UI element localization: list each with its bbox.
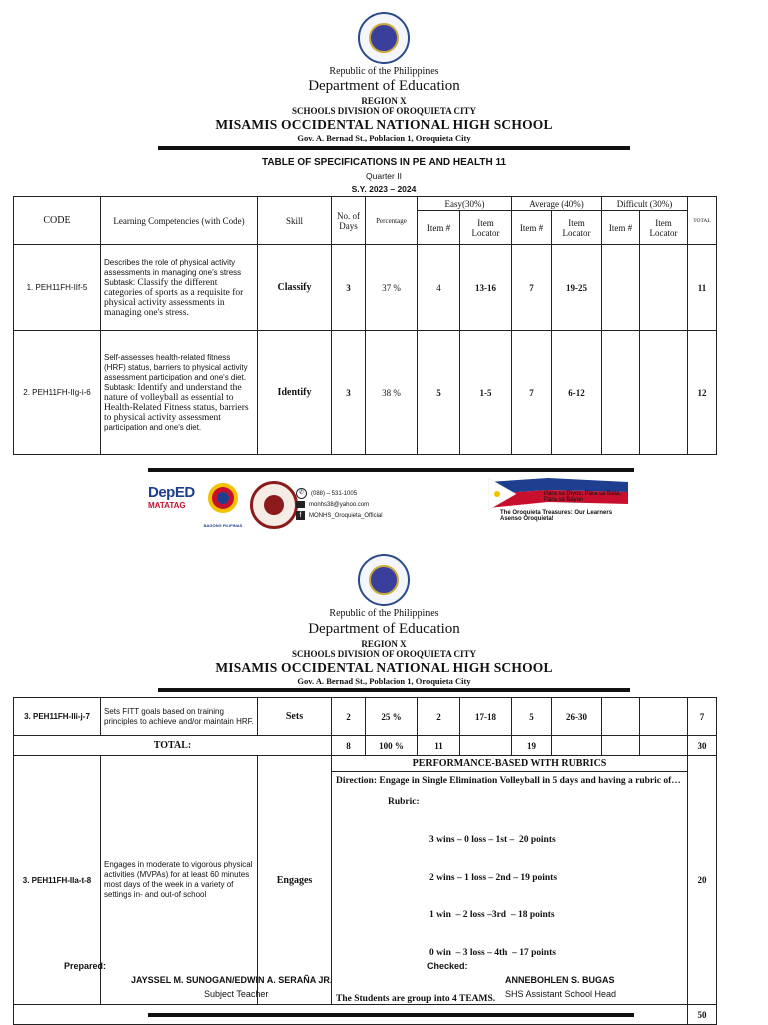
row-skill: Sets bbox=[258, 698, 332, 736]
col-skill: Skill bbox=[258, 197, 332, 245]
perf-total: 20 bbox=[688, 756, 717, 1005]
division-line: SCHOOLS DIVISION OF OROQUIETA CITY bbox=[291, 649, 477, 659]
col-code: CODE bbox=[14, 197, 101, 245]
region-line: REGION X bbox=[361, 639, 407, 649]
table-row bbox=[14, 331, 717, 455]
phone-icon: ✆ bbox=[296, 488, 307, 499]
row-percentage: 37 % bbox=[366, 245, 418, 331]
rubric-line: 3 wins – 0 loss – 1st – 20 points bbox=[429, 835, 556, 845]
col-days: No. of Days bbox=[332, 197, 366, 245]
school-name: MISAMIS OCCIDENTAL NATIONAL HIGH SCHOOL bbox=[215, 117, 553, 132]
row-avg-loc: 19-25 bbox=[552, 245, 602, 331]
row-easy-loc: 17-18 bbox=[460, 698, 512, 736]
rubric-line: 1 win – 2 loss –3rd – 18 points bbox=[429, 910, 555, 920]
rubric-list bbox=[332, 807, 687, 984]
perf-code: 3. PEH11FH-IIa-t-8 bbox=[14, 756, 101, 1005]
slogan-block bbox=[544, 491, 634, 503]
deped-wordmark: DepED bbox=[148, 484, 195, 501]
competency-main: Self-assesses health-related fitness (HRF) status, barriers to physical activity assessment participation and one's diet. bbox=[104, 352, 248, 382]
republic-line: Republic of the Philippines bbox=[329, 608, 439, 619]
subtask-label: Subtask: bbox=[104, 382, 136, 392]
contact-block bbox=[296, 488, 383, 521]
row-total: 11 bbox=[688, 245, 717, 331]
slogan-line-1: Para sa Diyos, Para sa Bata, bbox=[544, 491, 622, 497]
specs-table-1 bbox=[13, 196, 717, 455]
total-avg: 19 bbox=[512, 736, 552, 756]
row-total: 12 bbox=[688, 331, 717, 455]
row-diff-item bbox=[602, 245, 640, 331]
school-seal-logo bbox=[250, 481, 298, 529]
row-easy-item: 4 bbox=[418, 245, 460, 331]
col-total: TOTAL bbox=[688, 197, 717, 245]
header-rule bbox=[158, 688, 630, 692]
avg-item-no: Item # bbox=[512, 211, 552, 245]
bagong-pilipinas-logo bbox=[203, 482, 243, 526]
row-code: 2. PEH11FH-IIg-i-6 bbox=[14, 331, 101, 455]
perf-note: The Students are group into 4 TEAMS. bbox=[336, 994, 496, 1004]
perf-direction: Direction: Engage in Single Elimination Volleyball in 5 days and having a rubric of… bbox=[336, 776, 681, 786]
table-row bbox=[14, 698, 717, 736]
tagline-line-2: Asenso Oroquieta! bbox=[500, 516, 554, 522]
row-days: 2 bbox=[332, 698, 366, 736]
region-line: REGION X bbox=[361, 96, 407, 106]
prepared-label: Prepared: bbox=[64, 961, 107, 971]
row-easy-loc: 13-16 bbox=[460, 245, 512, 331]
col-competencies: Learning Competencies (with Code) bbox=[101, 197, 258, 245]
row-diff-loc bbox=[640, 698, 688, 736]
row-easy-item: 5 bbox=[418, 331, 460, 455]
school-year-line: S.Y. 2023 – 2024 bbox=[351, 184, 417, 194]
rubric-line: 0 win – 3 loss – 4th – 17 points bbox=[429, 947, 556, 958]
grand-total: 50 bbox=[688, 1005, 717, 1025]
easy-item-locator: Item Locator bbox=[460, 211, 512, 245]
school-address: Gov. A. Bernad St., Poblacion 1, Oroquieta City bbox=[297, 133, 471, 143]
deped-seal bbox=[358, 554, 410, 606]
total-label: TOTAL: bbox=[14, 736, 332, 756]
prepared-name: JAYSSEL M. SUNOGAN/EDWIN A. SERAÑA JR. bbox=[131, 975, 333, 985]
col-percentage: Percentage bbox=[366, 197, 418, 245]
row-avg-loc: 26-30 bbox=[552, 698, 602, 736]
subtask-text: Identify and understand the nature of volleyball as essential to Health-Related Fitness status, barriers to physical activity assessment bbox=[104, 382, 249, 423]
email-row bbox=[296, 499, 383, 510]
row-diff-loc bbox=[640, 331, 688, 455]
slogan-line-2: Para sa Bayan bbox=[544, 497, 584, 503]
bottom-rule bbox=[148, 1013, 634, 1017]
bagong-pilipinas-text: BAGONG PILIPINAS bbox=[203, 523, 243, 528]
checked-role: SHS Assistant School Head bbox=[505, 989, 617, 999]
total-row bbox=[14, 736, 717, 756]
row-code: 1. PEH11FH-IIf-5 bbox=[14, 245, 101, 331]
department-line: Department of Education bbox=[308, 78, 460, 94]
deped-matatag-logo bbox=[148, 484, 196, 526]
total-easy: 11 bbox=[418, 736, 460, 756]
email-text: monhs38@yahoo.com bbox=[309, 501, 370, 508]
row-competency: Sets FITT goals based on training principles to achieve and/or maintain HRF. bbox=[101, 698, 258, 736]
quarter-line: Quarter II bbox=[366, 171, 402, 181]
facebook-row bbox=[296, 510, 383, 521]
row-competency bbox=[101, 331, 258, 455]
row-percentage: 25 % bbox=[366, 698, 418, 736]
checked-label: Checked: bbox=[427, 961, 468, 971]
phone-row bbox=[296, 488, 383, 499]
competency-tail: participation and one's diet. bbox=[104, 422, 202, 432]
col-difficult: Difficult (30%) bbox=[602, 197, 688, 211]
prepared-role: Subject Teacher bbox=[204, 989, 269, 999]
row-avg-item: 7 bbox=[512, 331, 552, 455]
row-easy-item: 2 bbox=[418, 698, 460, 736]
document-title: TABLE OF SPECIFICATIONS IN PE AND HEALTH 11 bbox=[261, 157, 507, 168]
division-line: SCHOOLS DIVISION OF OROQUIETA CITY bbox=[291, 106, 477, 116]
school-address: Gov. A. Bernad St., Poblacion 1, Oroquieta City bbox=[297, 676, 471, 686]
footer-rule bbox=[148, 468, 634, 472]
row-diff-item bbox=[602, 331, 640, 455]
department-line: Department of Education bbox=[308, 621, 460, 637]
checked-name: ANNEBOHLEN S. BUGAS bbox=[505, 975, 615, 985]
row-diff-loc bbox=[640, 245, 688, 331]
facebook-text: MONHS_Oroquieta_Official bbox=[309, 512, 383, 519]
row-avg-loc: 6-12 bbox=[552, 331, 602, 455]
row-code: 3. PEH11FH-IIi-j-7 bbox=[14, 698, 101, 736]
total-days: 8 bbox=[332, 736, 366, 756]
header-rule bbox=[158, 146, 630, 150]
republic-line: Republic of the Philippines bbox=[329, 66, 439, 77]
school-name: MISAMIS OCCIDENTAL NATIONAL HIGH SCHOOL bbox=[215, 660, 553, 675]
row-avg-item: 5 bbox=[512, 698, 552, 736]
col-average: Average (40%) bbox=[512, 197, 602, 211]
tagline-line-1: The Oroquieta Treasures: Our Learners bbox=[500, 510, 613, 516]
avg-item-locator: Item Locator bbox=[552, 211, 602, 245]
total-percentage: 100 % bbox=[366, 736, 418, 756]
row-skill: Classify bbox=[258, 245, 332, 331]
diff-item-no: Item # bbox=[602, 211, 640, 245]
performance-row bbox=[14, 756, 717, 1005]
facebook-icon: f bbox=[296, 511, 305, 520]
col-easy: Easy(30%) bbox=[418, 197, 512, 211]
row-total: 7 bbox=[688, 698, 717, 736]
row-diff-item bbox=[602, 698, 640, 736]
competency-main: Describes the role of physical activity assessments in managing one's stress bbox=[104, 257, 242, 277]
row-days: 3 bbox=[332, 245, 366, 331]
row-avg-item: 7 bbox=[512, 245, 552, 331]
perf-heading: PERFORMANCE-BASED WITH RUBRICS bbox=[332, 756, 687, 772]
deped-seal bbox=[358, 12, 410, 64]
perf-skill: Engages bbox=[258, 756, 332, 1005]
rubric-label: Rubric: bbox=[388, 797, 420, 807]
perf-competency: Engages in moderate to vigorous physical activities (MVPAs) for at least 60 minutes most days of the week in a variety of settings in- and out-of school bbox=[101, 756, 258, 1005]
row-competency bbox=[101, 245, 258, 331]
row-days: 3 bbox=[332, 331, 366, 455]
tagline-block bbox=[500, 510, 640, 522]
rubric-line: 2 wins – 1 loss – 2nd – 19 points bbox=[429, 872, 558, 883]
phone-text: (088) – 531-1005 bbox=[311, 490, 358, 497]
perf-rubric-cell bbox=[332, 756, 688, 1005]
subtask-label: Subtask: bbox=[104, 277, 136, 287]
mail-icon bbox=[296, 501, 305, 508]
row-easy-loc: 1-5 bbox=[460, 331, 512, 455]
table-row bbox=[14, 245, 717, 331]
subtask-text: Classify the different categories of sports as a requisite for physical activity assessments in managing one's stress. bbox=[104, 277, 244, 318]
diff-item-locator: Item Locator bbox=[640, 211, 688, 245]
row-skill: Identify bbox=[258, 331, 332, 455]
row-percentage: 38 % bbox=[366, 331, 418, 455]
matatag-wordmark: MATATAG bbox=[148, 501, 186, 510]
total-items: 30 bbox=[688, 736, 717, 756]
easy-item-no: Item # bbox=[418, 211, 460, 245]
